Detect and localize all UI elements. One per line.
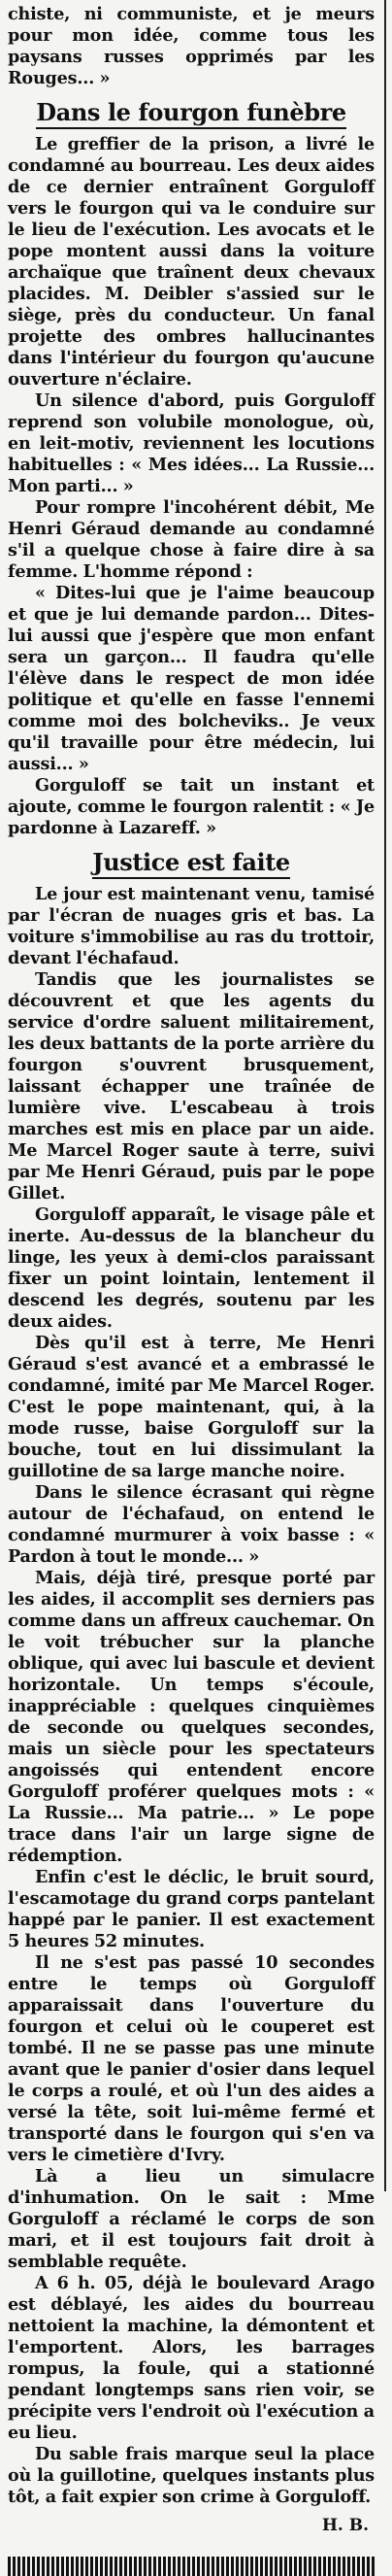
paragraph: Le jour est maintenant venu, tamisé par l'écran de nuages gris et bas. La voiture s'immobilise au ras du trottoir, devant l'échafaud. [8, 884, 375, 968]
article-column [8, 4, 375, 2576]
paragraph: Le greffier de la prison, a livré le condamné au bourreau. Les deux aides de ce dernier entraînent Gorguloff vers le fourgon qui va le conduire sur le lieu de l'exécution. Les avocats et le pope montent aussi dans la voiture archaïque que traînent deux chevaux placides. M. Deibler s'assied sur le siège, près du conducteur. Un fanal projette des ombres hallucinantes dans l'intérieur du fourgon qu'aucune ouverture n'éclaire. [8, 134, 375, 390]
paragraph: Tandis que les journalistes se découvrent et que les agents du service d'ordre saluent militairement, les deux battants de la porte arrière du fourgon s'ouvrent brusquement, laissant échapper une traînée de lumière vive. L'escabeau à trois marches est mis en place par un aide. Me Marcel Roger saute à terre, suivi par Me Henri Géraud, puis par le pope Gillet. [8, 969, 375, 1203]
paragraph: Mais, déjà tiré, presque porté par les aides, il accomplit ses derniers pas comme dans un affreux cauchemar. On le voit trébucher sur la planche oblique, qui avec lui bascule et devient horizontale. Un temps s'écoule, inappréciable : quelques cinquièmes de seconde ou quelques secondes, mais un siècle pour les spectateurs angoissés qui entendent encore Gorguloff proférer quelques mots : « La Russie... Ma patrie... » Le pope trace dans l'air un large signe de rédemption. [8, 1568, 375, 1866]
paragraph: Il ne s'est pas passé 10 secondes entre le temps où Gorguloff apparaissait dans l'ouverture du fourgon et celui où le couperet est tombé. Il ne se passe pas une minute avant que le panier d'osier dans lequel le corps a roulé, et où l'un des aides a versé la tête, soit lui-même fermé et transporté dans le fourgon qui s'en va vers le cimetière d'Ivry. [8, 1952, 375, 2165]
paragraph: Gorguloff se tait un instant et ajoute, comme le fourgon ralentit : « Je pardonne à Lazareff. » [8, 775, 375, 838]
paragraph: Du sable frais marque seul la place où la guillotine, quelques instants plus tôt, a fait expier son crime à Gorguloff. [8, 2444, 375, 2507]
section-heading-fourgon: Dans le fourgon funèbre [8, 99, 375, 126]
bottom-rule [8, 2557, 375, 2576]
paragraph: Gorguloff apparaît, le visage pâle et inerte. Au-dessus de la blancheur du linge, les yeux à demi-clos paraissant fixer un point lointain, lentement il descend les degrés, soutenu par les deux aides. [8, 1204, 375, 1332]
paragraph: Un silence d'abord, puis Gorguloff reprend son volubile monologue, où, en leit-motiv, reviennent les locutions habituelles : « Mes idées... La Russie... Mon parti... » [8, 390, 375, 496]
author-signature: H. B. [321, 2516, 369, 2535]
paragraph: « Dites-lui que je l'aime beaucoup et que je lui demande pardon... Dites-lui aussi que j'espère que mon enfant sera un garçon... Il faudra qu'elle l'élève dans le respect de mon idée politique et qu'elle en fasse l'ennemi comme moi des bolcheviks.. Je veux qu'il travaille pour être médecin, lui aussi... » [8, 583, 375, 774]
paragraph: Dès qu'il est à terre, Me Henri Géraud s'est avancé et a embrassé le condamné, imité par Me Marcel Roger. C'est le pope maintenant, qui, à la mode russe, baise Gorguloff sur la bouche, tout en lui dissimulant la guillotine de sa large manche noire. [8, 1333, 375, 1481]
paragraph: A 6 h. 05, déjà le boulevard Arago est déblayé, les aides du bourreau nettoient la machine, la démontent et l'emportent. Alors, les barrages rompus, la foule, qui a stationné pendant longtemps sans rien voir, se précipite vers l'endroit où l'exécution a eu lieu. [8, 2273, 375, 2443]
paragraph: Dans le silence écrasant qui règne autour de l'échafaud, on entend le condamné murmurer à voix basse : « Pardon à tout le monde... » [8, 1482, 375, 1567]
column-rule [384, 0, 386, 2191]
paragraph: Enfin c'est le déclic, le bruit sourd, l'escamotage du grand corps pantelant happé par le panier. Il est exactement 5 heures 52 minutes. [8, 1867, 375, 1951]
paragraph: Pour rompre l'incohérent débit, Me Henri Géraud demande au condamné s'il a quelque chose à faire dire à sa femme. L'homme répond : [8, 497, 375, 582]
section-heading-justice: Justice est faite [8, 849, 375, 876]
intro-paragraph: chiste, ni communiste, et je meurs pour mon idée, comme tous les paysans russes opprimés par les Rouges... » [8, 4, 375, 88]
paragraph: Là a lieu un simulacre d'inhumation. On le sait : Mme Gorguloff a réclamé le corps de son mari, et il est toujours fait droit à semblable requête. [8, 2166, 375, 2272]
